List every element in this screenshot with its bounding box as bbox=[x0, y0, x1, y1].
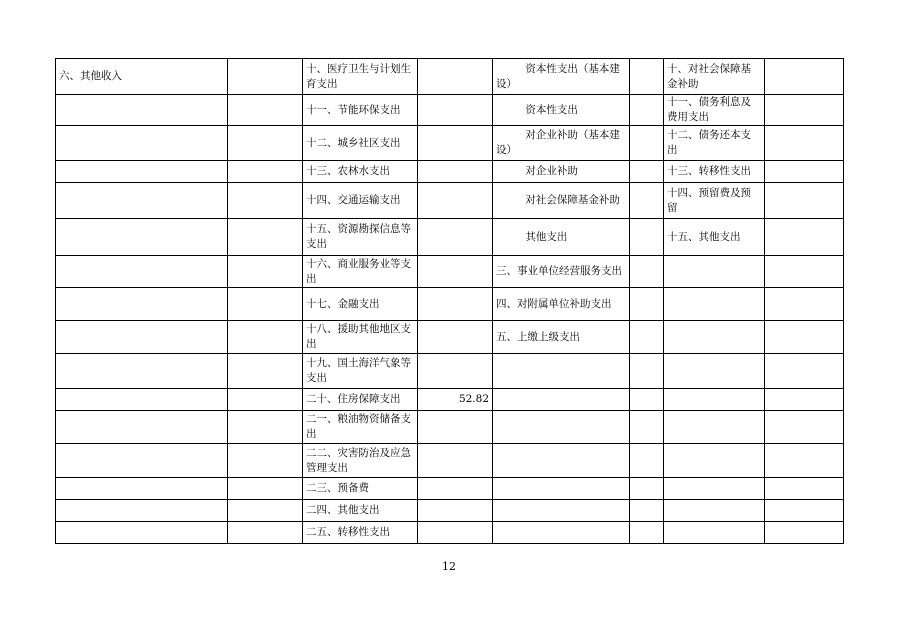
table-cell-col7 bbox=[664, 478, 765, 500]
table-row bbox=[56, 256, 844, 288]
table-cell-col1 bbox=[56, 500, 228, 522]
table-cell-col2 bbox=[228, 411, 303, 444]
table-row bbox=[56, 126, 844, 161]
table-cell-col5: 对企业补助（基本建设） bbox=[493, 126, 630, 161]
table-cell-col5 bbox=[493, 354, 630, 389]
table-cell-col7 bbox=[664, 444, 765, 478]
table-row bbox=[56, 500, 844, 522]
table-cell-col8 bbox=[765, 522, 844, 544]
table-cell-col3: 二四、其他支出 bbox=[303, 500, 418, 522]
table-cell-col2 bbox=[228, 522, 303, 544]
table-cell-col8 bbox=[765, 126, 844, 161]
table-cell-col4 bbox=[418, 219, 493, 256]
table-row bbox=[56, 183, 844, 219]
table-cell-col6 bbox=[630, 59, 664, 95]
table-cell-col3: 十四、交通运输支出 bbox=[303, 183, 418, 219]
table-cell-col1 bbox=[56, 161, 228, 183]
table-cell-col5: 资本性支出（基本建设） bbox=[493, 59, 630, 95]
table-cell-col1: 六、其他收入 bbox=[56, 59, 228, 95]
table-cell-col4 bbox=[418, 411, 493, 444]
table-cell-col3: 二五、转移性支出 bbox=[303, 522, 418, 544]
table-cell-col5: 对企业补助 bbox=[493, 161, 630, 183]
table-cell-col4 bbox=[418, 354, 493, 389]
table-cell-col5: 资本性支出 bbox=[493, 95, 630, 126]
table-cell-col2 bbox=[228, 321, 303, 354]
table-cell-col3: 二三、预备费 bbox=[303, 478, 418, 500]
table-cell-col6 bbox=[630, 354, 664, 389]
table-cell-col1 bbox=[56, 183, 228, 219]
table-cell-col8 bbox=[765, 444, 844, 478]
table-row bbox=[56, 161, 844, 183]
table-cell-col7: 十四、预留费及预留 bbox=[664, 183, 765, 219]
table-cell-col1 bbox=[56, 126, 228, 161]
table-cell-col1 bbox=[56, 256, 228, 288]
table-body bbox=[56, 59, 844, 544]
table-cell-col8 bbox=[765, 478, 844, 500]
table-cell-col7 bbox=[664, 256, 765, 288]
table-cell-col7 bbox=[664, 411, 765, 444]
table-cell-col7: 十五、其他支出 bbox=[664, 219, 765, 256]
table-cell-col8 bbox=[765, 219, 844, 256]
table-cell-col6 bbox=[630, 522, 664, 544]
table-cell-col2 bbox=[228, 95, 303, 126]
table-cell-col2 bbox=[228, 183, 303, 219]
table-cell-col4 bbox=[418, 161, 493, 183]
table-cell-col1 bbox=[56, 288, 228, 321]
table-cell-col8 bbox=[765, 59, 844, 95]
table-cell-col8 bbox=[765, 500, 844, 522]
table-row bbox=[56, 522, 844, 544]
table-cell-col7 bbox=[664, 354, 765, 389]
table-cell-col8 bbox=[765, 161, 844, 183]
table-row bbox=[56, 444, 844, 478]
table-cell-col8 bbox=[765, 354, 844, 389]
table-cell-col4 bbox=[418, 288, 493, 321]
table-cell-col6 bbox=[630, 389, 664, 411]
table-cell-col6 bbox=[630, 411, 664, 444]
table-cell-col4 bbox=[418, 183, 493, 219]
table-cell-col8 bbox=[765, 321, 844, 354]
table-cell-col3: 十二、城乡社区支出 bbox=[303, 126, 418, 161]
table-cell-col6 bbox=[630, 288, 664, 321]
table-cell-col6 bbox=[630, 126, 664, 161]
table-cell-col5: 三、事业单位经营服务支出 bbox=[493, 256, 630, 288]
table-cell-col3: 十一、节能环保支出 bbox=[303, 95, 418, 126]
table-cell-col1 bbox=[56, 389, 228, 411]
table-cell-col5 bbox=[493, 389, 630, 411]
table-cell-col8 bbox=[765, 256, 844, 288]
table-cell-col8 bbox=[765, 288, 844, 321]
table-row bbox=[56, 411, 844, 444]
table-cell-col1 bbox=[56, 219, 228, 256]
table-cell-col3: 二二、灾害防治及应急管理支出 bbox=[303, 444, 418, 478]
table-cell-col2 bbox=[228, 219, 303, 256]
table-cell-col5 bbox=[493, 478, 630, 500]
page-number: 12 bbox=[442, 560, 456, 573]
table-cell-col1 bbox=[56, 522, 228, 544]
table-cell-col3: 十五、资源勘探信息等支出 bbox=[303, 219, 418, 256]
table-cell-col2 bbox=[228, 256, 303, 288]
table-cell-col5: 四、对附属单位补助支出 bbox=[493, 288, 630, 321]
table-cell-col4 bbox=[418, 126, 493, 161]
table-cell-col3: 十八、援助其他地区支出 bbox=[303, 321, 418, 354]
table-cell-col7 bbox=[664, 389, 765, 411]
table-cell-col2 bbox=[228, 161, 303, 183]
table-cell-col8 bbox=[765, 411, 844, 444]
table-cell-col6 bbox=[630, 219, 664, 256]
table-cell-col4: 52.82 bbox=[418, 389, 493, 411]
table-cell-col6 bbox=[630, 500, 664, 522]
table-cell-col4 bbox=[418, 256, 493, 288]
table-cell-col7 bbox=[664, 522, 765, 544]
table-cell-col5 bbox=[493, 411, 630, 444]
table-cell-col4 bbox=[418, 59, 493, 95]
table-cell-col2 bbox=[228, 288, 303, 321]
table-cell-col1 bbox=[56, 321, 228, 354]
table-cell-col1 bbox=[56, 478, 228, 500]
table-cell-col5: 对社会保障基金补助 bbox=[493, 183, 630, 219]
table-cell-col3: 十六、商业服务业等支出 bbox=[303, 256, 418, 288]
table-cell-col4 bbox=[418, 500, 493, 522]
table-row bbox=[56, 219, 844, 256]
table-cell-col5: 其他支出 bbox=[493, 219, 630, 256]
table-cell-col6 bbox=[630, 256, 664, 288]
table-cell-col7: 十三、转移性支出 bbox=[664, 161, 765, 183]
table-cell-col2 bbox=[228, 500, 303, 522]
table-cell-col4 bbox=[418, 444, 493, 478]
table-cell-col7 bbox=[664, 288, 765, 321]
table-cell-col6 bbox=[630, 183, 664, 219]
table-cell-col3: 十九、国土海洋气象等支出 bbox=[303, 354, 418, 389]
table-cell-col8 bbox=[765, 183, 844, 219]
table-row bbox=[56, 354, 844, 389]
table-cell-col1 bbox=[56, 95, 228, 126]
table-row bbox=[56, 288, 844, 321]
table-cell-col2 bbox=[228, 126, 303, 161]
table-cell-col7 bbox=[664, 321, 765, 354]
table-cell-col3: 十七、金融支出 bbox=[303, 288, 418, 321]
table-cell-col2 bbox=[228, 59, 303, 95]
table-cell-col4 bbox=[418, 478, 493, 500]
table-row bbox=[56, 95, 844, 126]
table-cell-col1 bbox=[56, 411, 228, 444]
table-cell-col8 bbox=[765, 389, 844, 411]
table-cell-col5 bbox=[493, 522, 630, 544]
table-row bbox=[56, 389, 844, 411]
table-cell-col6 bbox=[630, 478, 664, 500]
table-cell-col3: 十、医疗卫生与计划生育支出 bbox=[303, 59, 418, 95]
table-cell-col1 bbox=[56, 354, 228, 389]
table-cell-col4 bbox=[418, 95, 493, 126]
table-cell-col2 bbox=[228, 389, 303, 411]
table-cell-col3: 二一、粮油物资储备支出 bbox=[303, 411, 418, 444]
table-cell-col7: 十、对社会保障基金补助 bbox=[664, 59, 765, 95]
table-cell-col7: 十二、债务还本支出 bbox=[664, 126, 765, 161]
table-cell-col5: 五、上缴上级支出 bbox=[493, 321, 630, 354]
table-cell-col6 bbox=[630, 444, 664, 478]
table-cell-col7 bbox=[664, 500, 765, 522]
table-cell-col4 bbox=[418, 321, 493, 354]
table-cell-col2 bbox=[228, 354, 303, 389]
table-cell-col7: 十一、债务利息及费用支出 bbox=[664, 95, 765, 126]
table-cell-col2 bbox=[228, 444, 303, 478]
table-cell-col6 bbox=[630, 95, 664, 126]
table-cell-col3: 十三、农林水支出 bbox=[303, 161, 418, 183]
table-row bbox=[56, 321, 844, 354]
table-cell-col6 bbox=[630, 321, 664, 354]
table-cell-col5 bbox=[493, 500, 630, 522]
table-row bbox=[56, 478, 844, 500]
table-cell-col8 bbox=[765, 95, 844, 126]
budget-table bbox=[55, 58, 844, 544]
table-cell-col3: 二十、住房保障支出 bbox=[303, 389, 418, 411]
table-cell-col5 bbox=[493, 444, 630, 478]
table-cell-col1 bbox=[56, 444, 228, 478]
table-cell-col4 bbox=[418, 522, 493, 544]
table-row bbox=[56, 59, 844, 95]
table-cell-col2 bbox=[228, 478, 303, 500]
table-cell-col6 bbox=[630, 161, 664, 183]
